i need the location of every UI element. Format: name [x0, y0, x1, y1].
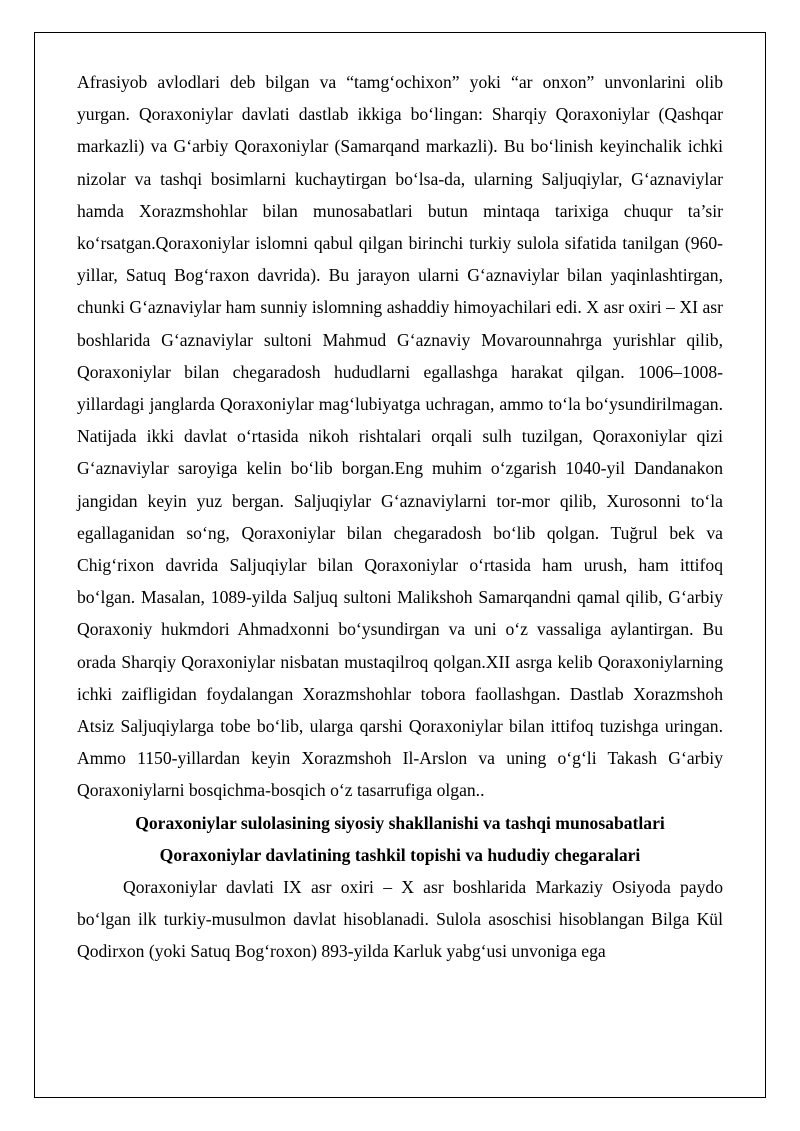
section-heading: Qoraxoniylar sulolasining siyosiy shakllanishi va tashqi munosabatlari [135, 812, 665, 833]
document-body [77, 66, 723, 968]
body-paragraph-2: Qoraxoniylar davlati IX asr oxiri – X asr boshlarida Markaziy Osiyoda paydo bo‘lgan ilk turkiy-musulmon davlat hisoblanadi. Sulola asoschisi hisoblangan Bilga Kül Qodirxon (yoki Satuq Bog‘roxon) 893-yilda Karluk yabg‘usi unvoniga ega [77, 877, 723, 962]
subsection-heading: Qoraxoniylar davlatining tashkil topishi va hududiy chegaralari [159, 844, 641, 865]
body-paragraph: Afrasiyob avlodlari deb bilgan va “tamg‘ochixon” yoki “ar onxon” unvonlarini olib yurgan. Qoraxoniylar davlati dastlab ikkiga bo‘lingan: Sharqiy Qoraxoniylar (Qashqar markazli) va G‘arbiy Qoraxoniylar (Samarqand markazli). Bu bo‘linish keyinchalik ichki nizolar va tashqi bosimlarni kuchaytirgan bo‘lsa-da, ularning Saljuqiylar, G‘aznaviylar hamda Xorazmshohlar bilan munosabatlari butun mintaqa tarixiga chuqur ta’sir ko‘rsatgan.Qoraxoniylar islomni qabul qilgan birinchi turkiy sulola sifatida tanilgan (960-yillar, Satuq Bog‘raxon davrida). Bu jarayon ularni G‘aznaviylar bilan yaqinlashtirgan, chunki G‘aznaviylar ham sunniy islomning ashaddiy himoyachilari edi. X asr oxiri – XI asr boshlarida G‘aznaviylar sultoni Mahmud G‘aznaviy Movarounnahrga yurishlar qilib, Qoraxoniylar bilan chegaradosh hududlarni egallashga harakat qilgan. 1006–1008-yillardagi janglarda Qoraxoniylar mag‘lubiyatga uchragan, ammo to‘la bo‘ysundirilmagan. Natijada ikki davlat o‘rtasida nikoh rishtalari orqali sulh tuzilgan, Qoraxoniylar qizi G‘aznaviylar saroyiga kelin bo‘lib borgan.Eng muhim o‘zgarish 1040-yil Dandanakon jangidan keyin yuz bergan. Saljuqiylar G‘aznaviylarni tor-mor qilib, Xurosonni to‘la egallaganidan so‘ng, Qoraxoniylar bilan chegaradosh bo‘lib qolgan. Tuğrul bek va Chig‘rixon davrida Saljuqiylar bilan Qoraxoniylar o‘rtasida ham urush, ham ittifoq bo‘lgan. Masalan, 1089-yilda Saljuq sultoni Malikshoh Samarqandni qamal qilib, G‘arbiy Qoraxoniy hukmdori Ahmadxonni bo‘ysundirgan va uni o‘z vassaliga aylantirgan. Bu orada Sharqiy Qoraxoniylar nisbatan mustaqilroq qolgan.XII asrga kelib Qoraxoniylarning ichki zaifligidan foydalangan Xorazmshohlar tobora faollashgan. Dastlab Xorazmshoh Atsiz Saljuqiylarga tobe bo‘lib, ularga qarshi Qoraxoniylar bilan ittifoq tuzishga uringan. Ammo 1150-yillardan keyin Xorazmshoh Il-Arslon va uning o‘g‘li Takash G‘arbiy Qoraxoniylarni bosqichma-bosqich o‘z tasarrufiga olgan.. [77, 72, 723, 801]
